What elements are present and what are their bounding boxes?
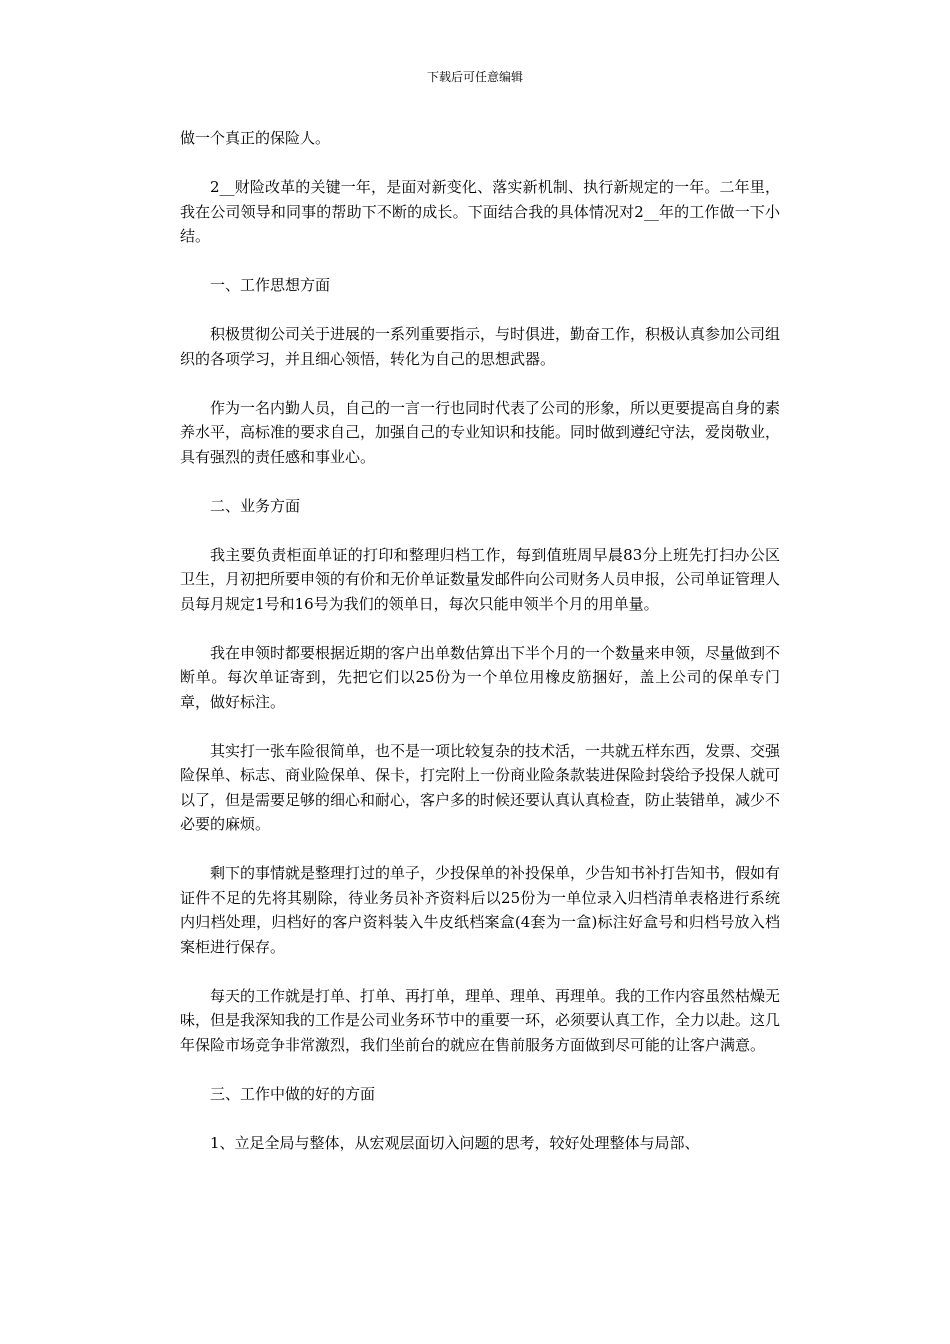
paragraph: 其实打一张车险很简单，也不是一项比较复杂的技术活，一共就五样东西，发票、交强险保单、标志、商业险保单、保卡，打完附上一份商业险条款装进保险封袋给予投保人就可以了，但是需要足够的细心和耐心，客户多的时候还要认真认真检查，防止装错单，减少不必要的麻烦。 (180, 741, 781, 833)
paragraph: 我在申领时都要根据近期的客户出单数估算出下半个月的一个数量来申领，尽量做到不断单。每次单证寄到，先把它们以25份为一个单位用橡皮筋捆好，盖上公司的保单专门章，做好标注。 (180, 643, 781, 711)
paragraph: 我主要负责柜面单证的打印和整理归档工作，每到值班周早晨83分上班先打扫办公区卫生，月初把所要申领的有价和无价单证数量发邮件向公司财务人员申报，公司单证管理人员每月规定1号和16号为我们的领单日，每次只能申领半个月的用单量。 (180, 545, 781, 613)
paragraph: 2__财险改革的关键一年，是面对新变化、落实新机制、执行新规定的一年。二年里，我在公司领导和同事的帮助下不断的成长。下面结合我的具体情况对2__年的工作做一下小结。 (180, 178, 780, 245)
section-heading: 二、业务方面 (210, 496, 301, 515)
page-header: 下载后可任意编辑 (426, 70, 523, 84)
paragraph: 做一个真正的保险人。 (180, 129, 331, 147)
paragraph: 每天的工作就是打单、打单、再打单，理单、理单、再理单。我的工作内容虽然枯燥无味，但是我深知我的工作是公司业务环节中的重要一环，必须要认真工作，全力以赴。这几年保险市场竞争非常激烈，我们坐前台的就应在售前服务方面做到尽可能的让客户满意。 (180, 986, 781, 1054)
document-body (180, 126, 780, 1180)
section-heading: 三、工作中做的好的方面 (210, 1084, 376, 1103)
paragraph: 剩下的事情就是整理打过的单子，少投保单的补投保单，少告知书补打告知书，假如有证件不足的先将其剔除，待业务员补齐资料后以25份为一单位录入归档清单表格进行系统内归档处理，归档好的客户资料装入牛皮纸档案盒(4套为一盒)标注好盒号和归档号放入档案柜进行保存。 (180, 864, 781, 956)
paragraph: 积极贯彻公司关于进展的一系列重要指示，与时俱进，勤奋工作，积极认真参加公司组织的各项学习，并且细心领悟，转化为自己的思想武器。 (180, 325, 781, 368)
paragraph: 作为一名内勤人员，自己的一言一行也同时代表了公司的形象，所以更要提高自身的素养水平，高标准的要求自己，加强自己的专业知识和技能。同时做到遵纪守法，爱岗敬业，具有强烈的责任感和事业心。 (180, 398, 781, 466)
paragraph: 1、立足全局与整体，从宏观层面切入问题的思考，较好处理整体与局部、 (210, 1133, 700, 1152)
section-heading: 一、工作思想方面 (210, 276, 331, 294)
